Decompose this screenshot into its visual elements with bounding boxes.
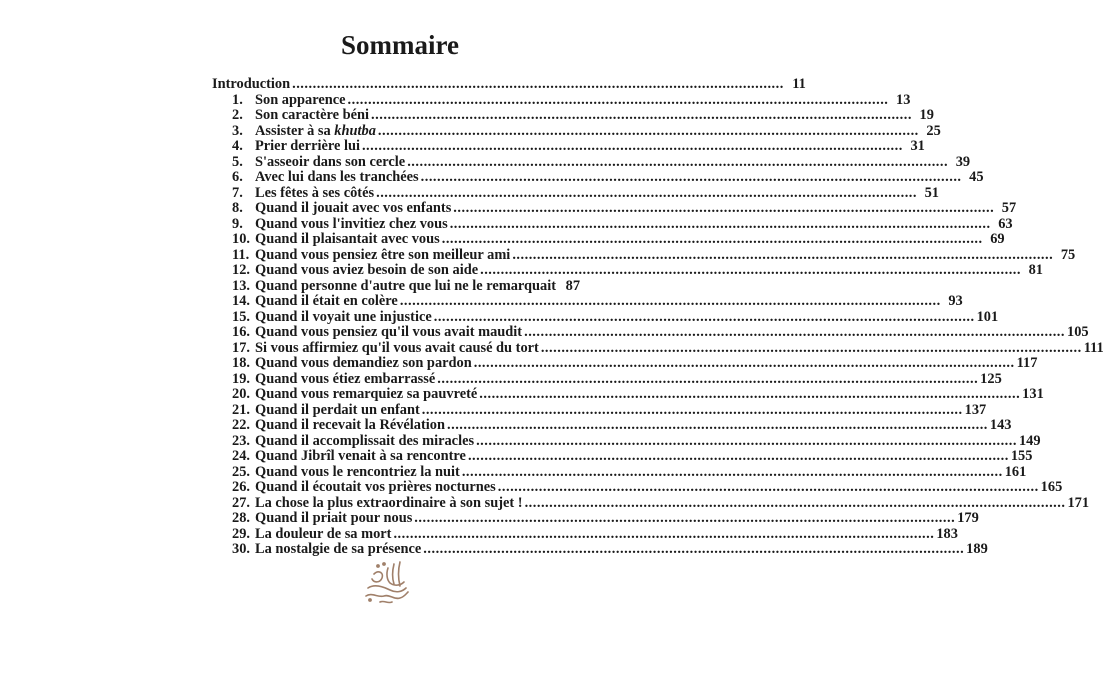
toc-entry [232,339,1104,357]
toc-entry [232,417,1012,434]
toc-leader: .................................................................................................................................... [347,91,889,108]
toc-entry-number: 17. [232,339,250,356]
toc-entry-number: 10. [232,231,250,247]
toc-entry-number: 6. [232,169,243,185]
toc-entry-title [255,248,510,264]
toc-entry-number: 29. [232,525,250,542]
toc-leader: .................................................................................................................................... [476,432,1017,449]
toc-entry-number: 1. [232,91,243,108]
toc-leader: .................................................................................................................................... [371,107,912,123]
toc-entry-page: 171 [1067,494,1090,511]
toc-entry-title [255,263,478,279]
toc-leader: .................................................................................................................................... [399,293,941,309]
toc-entry-title [255,201,451,217]
toc-entry-title [255,480,496,496]
toc-entry [232,355,1038,372]
toc-entry-page: 131 [1022,386,1044,402]
toc-entry-title-text: Son apparence [255,91,346,108]
toc-leader: .................................................................................................................................... [497,479,1039,495]
toc-entry-title-text: Quand il recevait la Révélation [255,417,445,433]
toc-entry-number: 14. [232,293,250,309]
toc-entry-page: 143 [989,417,1012,433]
toc-entry-title [255,325,522,341]
toc-entry-number: 12. [232,262,250,278]
toc-entry-page: 39 [955,153,971,170]
toc-entry-title [255,449,466,465]
toc-leader: .................................................................................................................................... [437,370,979,387]
toc-entry [232,401,987,419]
toc-entry-page: 93 [948,293,963,309]
toc-entry-title-text: Quand il voyait une injustice [255,308,432,325]
toc-entry-title [255,170,419,186]
toc-entry-page: 179 [957,510,979,526]
toc-entry-page: 31 [910,138,925,154]
toc-entry-title [255,496,523,512]
toc-entry-page: 149 [1018,432,1041,449]
toc-leader: .................................................................................................................................... [377,122,919,139]
toc-entry-title [255,155,405,171]
toc-leader: .................................................................................................................................... [433,308,975,325]
toc-entry-title-text: Quand il plaisantait avec vous [255,231,440,247]
toc-entry [232,494,1090,512]
toc-entry-title [255,232,440,248]
toc-entry-title [255,108,369,124]
toc-entry-number: 26. [232,479,250,495]
toc-entry-number: 24. [232,448,250,464]
toc-entry-number: 9. [232,215,243,232]
toc-leader: .................................................................................................................................... [423,541,965,557]
toc-entry-number: 22. [232,417,250,433]
toc-entry-number: 11. [232,246,250,263]
toc-entry-title [255,527,391,543]
toc-entry [232,463,1027,481]
toc-leader: .................................................................................................................................... [512,246,1054,263]
toc-entry-number: 13. [232,277,250,294]
toc-leader: .................................................................................................................................... [441,231,983,247]
toc-leader: ........................................................................................................................ [292,76,784,92]
toc-entry-title [255,341,539,357]
toc-entry-title [255,279,556,295]
toc-entry-page: 165 [1040,479,1063,495]
toc-entry-title [255,139,360,155]
toc-entry-number: 7. [232,184,243,201]
toc-leader: .................................................................................................................................... [524,324,1065,340]
toc-entry [232,448,1033,465]
toc-intro-label: Introduction [212,76,291,92]
toc-entry [232,279,580,295]
toc-leader: .................................................................................................................................... [421,401,963,418]
toc-entry-number: 2. [232,107,243,123]
toc-entry-title [255,403,420,419]
toc-leader: .................................................................................................................................... [393,525,935,542]
toc-entry-number: 28. [232,510,250,526]
toc-entry-title-text: Quand il priait pour nous [255,510,413,526]
toc-entry-title-text: Quand vous pensiez être son meilleur ami [255,246,511,263]
toc-entry-number: 23. [232,432,250,449]
toc-leader: .................................................................................................................................... [361,138,903,154]
toc-entry-title-text: Quand vous l'invitiez chez vous [255,215,448,232]
toc-entry-page: 125 [980,370,1002,387]
toc-leader: .................................................................................................................................... [540,339,1082,356]
toc-entry-title [255,418,445,434]
toc-entry-title-text: Assister à sa [255,122,335,139]
toc-entry-number: 30. [232,541,250,557]
toc-entry-page: 63 [998,215,1013,232]
toc-entry-title-text: Quand vous remarquiez sa pauvreté [255,386,478,402]
toc-entry-title-text: La douleur de sa mort [255,525,392,542]
toc-entry-title-text: Son caractère béni [255,107,370,123]
toc-entry [232,293,963,310]
toc-entry-title-text: Quand vous le rencontriez la nuit [255,463,460,480]
toc-entry-title-text: Quand vous étiez embarrassé [255,370,436,387]
toc-entry-title [255,217,448,233]
toc-entry-title [255,93,346,109]
toc-entry-number: 15. [232,308,250,325]
toc-entry [232,169,984,186]
toc-entry-title-text: S'asseoir dans son cercle [255,153,406,170]
toc-entry [232,510,979,527]
toc-entry-title-text: Si vous affirmiez qu'il vous avait causé du tort [255,339,539,356]
toc-entry-page: 87 [565,277,581,294]
toc-entry-title [255,511,412,527]
toc-entry-page: 111 [1083,339,1104,356]
page-title: Sommaire [341,30,459,60]
toc-entry-page: 19 [919,107,934,123]
toc-entry-title-text: Quand personne d'autre que lui ne le remarquait [255,277,557,294]
toc-entry-page: 101 [976,308,999,325]
toc-leader: .................................................................................................................................... [420,169,962,185]
toc-entry-number: 4. [232,138,243,154]
toc-entry [232,370,1002,388]
toc-entry [232,153,971,171]
toc-entry-title-text: La nostalgie de sa présence [255,541,422,557]
toc-leader: .................................................................................................................................... [447,417,988,433]
toc-entry-title [255,356,472,372]
toc-entry [232,231,1005,248]
toc-entry-title-text: Quand vous aviez besoin de son aide [255,262,479,278]
toc-leader: .................................................................................................................................... [461,463,1003,480]
toc-entry-title-text: Les fêtes à ses côtés [255,184,375,201]
toc-leader: .................................................................................................................................... [449,215,991,232]
toc-entry-title-text: Quand il écoutait vos prières nocturnes [255,479,496,495]
toc-entry-title-italic: khutba [334,122,376,139]
toc-leader: .................................................................................................................................... [524,494,1066,511]
toc-intro-page: 11 [792,76,806,92]
toc-leader: .................................................................................................................................... [453,200,995,216]
toc-entry-page: 189 [966,541,988,557]
toc-entry [232,308,999,326]
toc-entry-page: 57 [1001,200,1017,216]
toc-entry-page: 75 [1060,246,1076,263]
toc-entry-title-text: Quand il était en colère [255,293,398,309]
toc-leader: .................................................................................................................................... [407,153,949,170]
toc-entry [232,122,941,140]
toc-entry-number: 5. [232,153,243,170]
toc-leader: .................................................................................................................................... [467,448,1009,464]
toc-entry-number: 19. [232,370,250,387]
toc-entry-number: 8. [232,200,243,216]
toc-entry-number: 20. [232,386,250,402]
toc-entry [232,525,958,543]
toc-leader: .................................................................................................................................... [473,355,1015,371]
toc-entry-title-text: Quand Jibrîl venait à sa rencontre [255,448,466,464]
toc-entry-page: 183 [936,525,958,542]
toc-entry-page: 105 [1067,324,1089,340]
toc-entry [232,184,939,202]
toc-entry-page: 161 [1004,463,1027,480]
toc-entry-page: 137 [964,401,987,418]
toc-entry-page: 155 [1010,448,1033,464]
toc-entry-title-text: Avec lui dans les tranchées [255,169,419,185]
toc-entry-page: 81 [1028,262,1043,278]
toc-entry-page: 13 [896,91,911,108]
toc-entry-page: 45 [969,169,984,185]
toc-entry-title [255,186,374,202]
toc-entry-title [255,387,477,403]
toc-entry-title [255,294,398,310]
toc-entry-number: 21. [232,401,250,418]
toc-entry-title [255,434,474,450]
toc-entry-title-text: Quand il jouait avec vos enfants [255,200,452,216]
toc-entry-number: 25. [232,463,250,480]
toc-entry [232,479,1063,496]
toc-entry-number: 27. [232,494,250,511]
toc-leader: .................................................................................................................................... [376,184,917,201]
toc-entry-number: 18. [232,355,250,371]
toc-intro-row [212,76,806,93]
toc-entry-title [255,465,460,481]
toc-entry-number: 3. [232,122,243,139]
toc-entry-title-text: Quand vous demandiez son pardon [255,355,472,371]
toc-entry [232,107,934,124]
toc-entry [232,200,1017,217]
toc-entry-title [255,310,432,326]
toc-entry-page: 25 [926,122,941,139]
toc-entry-title [255,372,435,388]
toc-entry-title [255,124,376,140]
toc-entry-number: 16. [232,324,250,340]
toc-entry-title-text: La chose la plus extraordinaire à son sujet ! [255,494,523,511]
toc-entry [232,215,1013,233]
calligraphy-seal-icon [360,556,412,608]
toc-leader: .................................................................................................................................... [414,510,956,526]
toc-entry [232,262,1043,279]
toc-entry-title-text: Prier derrière lui [255,138,360,154]
toc-entry [232,91,911,109]
toc-entry [232,246,1076,264]
toc-entry-title-text: Quand il perdait un enfant [255,401,420,418]
toc-entry [232,386,1044,403]
toc-leader: .................................................................................................................................... [479,386,1021,402]
toc-entry [232,324,1089,341]
toc-entry-page: 117 [1016,355,1038,371]
toc-entry-page: 51 [924,184,939,201]
toc-entry-title-text: Quand vous pensiez qu'il vous avait maudit [255,324,523,340]
toc-entry [232,432,1041,450]
toc-entry [232,138,925,155]
toc-entry-page: 69 [990,231,1005,247]
toc-entry-title-text: Quand il accomplissait des miracles [255,432,475,449]
toc-leader: .................................................................................................................................... [480,262,1021,278]
